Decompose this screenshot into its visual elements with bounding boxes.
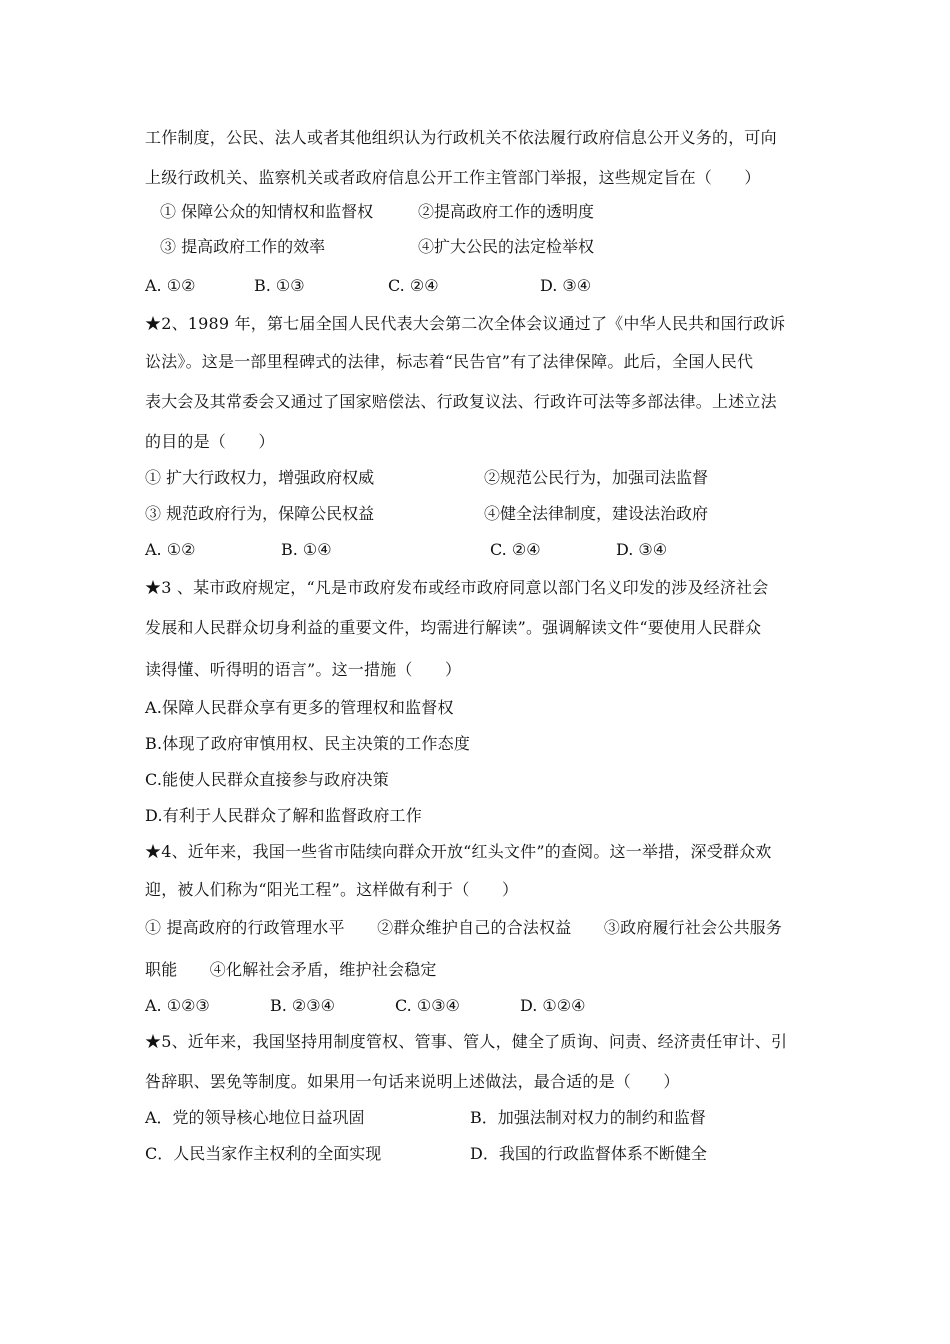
- q1-option-c: C. ②④: [388, 276, 439, 295]
- q3-option-a: A.保障人民群众享有更多的管理权和监督权: [145, 698, 454, 717]
- q1-option-d: D. ③④: [540, 276, 592, 295]
- q4-stem-line-2: 迎，被人们称为“阳光工程”。这样做有利于（ ）: [145, 880, 519, 899]
- q2-option-c: C. ②④: [490, 540, 541, 559]
- q3-stem-line-1: ★3 、某市政府规定，“凡是市政府发布或经市政府同意以部门名义印发的涉及经济社会: [145, 578, 769, 597]
- q5-option-d: D．我国的行政监督体系不断健全: [470, 1144, 707, 1163]
- q4-statement-line-2: 职能 ④化解社会矛盾，维护社会稳定: [145, 960, 437, 979]
- q3-stem-line-2: 发展和人民群众切身利益的重要文件，均需进行解读”。强调解读文件“要使用人民群众: [145, 618, 762, 637]
- q2-option-b: B. ①④: [281, 540, 332, 559]
- q3-option-d: D.有利于人民群众了解和监督政府工作: [145, 806, 422, 825]
- q5-option-c: C．人民当家作主权利的全面实现: [145, 1144, 382, 1163]
- q1-statement-2: ②提高政府工作的透明度: [418, 202, 595, 221]
- q2-stem-line-3: 表大会及其常委会又通过了国家赔偿法、行政复议法、行政许可法等多部法律。上述立法: [145, 392, 777, 411]
- q4-option-d: D. ①②④: [520, 996, 586, 1015]
- q5-option-a: A．党的领导核心地位日益巩固: [145, 1108, 365, 1127]
- q2-statement-2: ②规范公民行为，加强司法监督: [484, 468, 709, 487]
- q1-stem-line-1: 工作制度，公民、法人或者其他组织认为行政机关不依法履行政府信息公开义务的，可向: [145, 128, 777, 147]
- q1-statement-4: ④扩大公民的法定检举权: [418, 237, 595, 256]
- q4-option-c: C. ①③④: [395, 996, 460, 1015]
- q1-statement-3: ③ 提高政府工作的效率: [160, 237, 326, 256]
- q4-option-b: B. ②③④: [270, 996, 335, 1015]
- q3-stem-line-3: 读得懂、听得明的语言”。这一措施（ ）: [145, 660, 462, 679]
- q2-option-d: D. ③④: [616, 540, 668, 559]
- q4-option-a: A. ①②③: [145, 996, 210, 1015]
- q4-stem-line-1: ★4、近年来，我国一些省市陆续向群众开放“红头文件”的查阅。这一举措，深受群众欢: [145, 842, 772, 861]
- q2-statement-1: ① 扩大行政权力，增强政府权威: [145, 468, 375, 487]
- q1-statement-1: ① 保障公众的知情权和监督权: [160, 202, 374, 221]
- q2-stem-line-4: 的目的是（ ）: [145, 432, 275, 451]
- q1-option-a: A. ①②: [145, 276, 196, 295]
- q5-stem-line-2: 咎辞职、罢免等制度。如果用一句话来说明上述做法，最合适的是（ ）: [145, 1072, 680, 1091]
- q3-option-c: C.能使人民群众直接参与政府决策: [145, 770, 389, 789]
- q2-stem-line-1: ★2、1989 年，第七届全国人民代表大会第二次全体会议通过了《中华人民共和国行政诉: [145, 314, 786, 333]
- q3-option-b: B.体现了政府审慎用权、民主决策的工作态度: [145, 734, 471, 753]
- q2-statement-3: ③ 规范政府行为，保障公民权益: [145, 504, 375, 523]
- q2-statement-4: ④健全法律制度，建设法治政府: [484, 504, 709, 523]
- q1-stem-line-2: 上级行政机关、监察机关或者政府信息公开工作主管部门举报，这些规定旨在（ ）: [145, 168, 761, 187]
- q5-option-b: B．加强法制对权力的制约和监督: [470, 1108, 706, 1127]
- q1-option-b: B. ①③: [254, 276, 305, 295]
- q5-stem-line-1: ★5、近年来，我国坚持用制度管权、管事、管人，健全了质询、问责、经济责任审计、引: [145, 1032, 788, 1051]
- q2-stem-line-2: 讼法》。这是一部里程碑式的法律，标志着“民告官”有了法律保障。此后，全国人民代: [145, 352, 754, 371]
- q2-option-a: A. ①②: [145, 540, 196, 559]
- q4-statement-line-1: ① 提高政府的行政管理水平 ②群众维护自己的合法权益 ③政府履行社会公共服务: [145, 918, 783, 937]
